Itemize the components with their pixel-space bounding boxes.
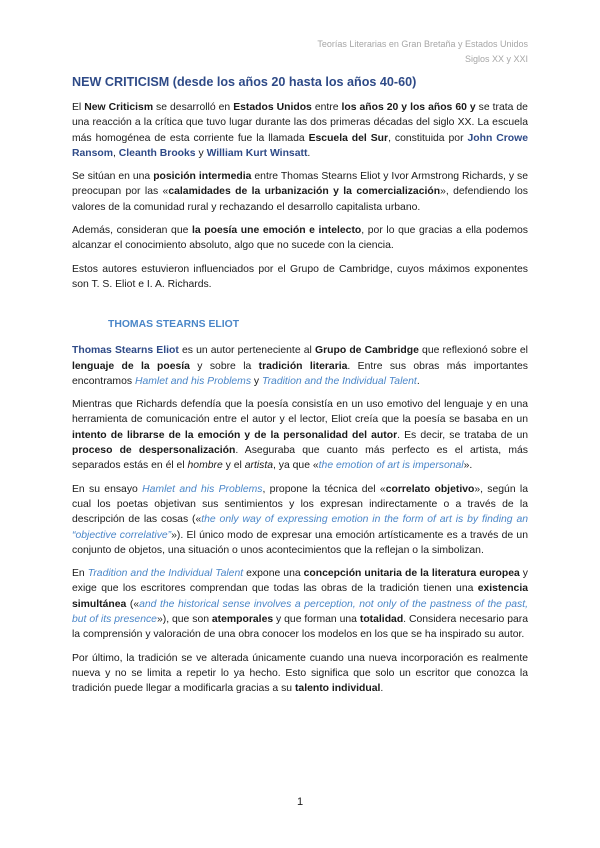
running-header — [317, 37, 528, 67]
work-title: Tradition and the Individual Talent — [87, 568, 244, 580]
eliot-paragraph-4: En Tradition and the Individual Talent expone una concepción unitaria de la literatura europea y exige que los escritores comprendan que todas las obras de la tradición tienen una existencia simultánea («and the historical sense involves a perception, not only of the pastness of the past, but of its presence»), que son atemporales y que forman una totalidad. Considera necesario para la comprensión y valoración de una obra conocer los modelos en los que se ha inspirado su autor. — [72, 568, 528, 641]
header-line-1: Teorías Literarias en Gran Bretaña y Estados Unidos — [317, 39, 528, 49]
intro-paragraph-1: El New Criticism se desarrolló en Estados Unidos entre los años 20 y los años 60 y se trata de una reacción a la crítica que tuvo lugar durante las dos primeras décadas del siglo XX. La escuela más homogénea de esta corriente fue la llamada Escuela del Sur, constituida por John Crowe Ransom, Cleanth Brooks y William Kurt Winsatt. — [72, 102, 528, 159]
eliot-paragraph-5: Por último, la tradición se ve alterada únicamente cuando una nueva incorporación es realmente nueva y no se limita a repetir lo ya hecho. Esto significa que solo un escritor que conozca la tradición puede llegar a modificarla gracias a su talento individual. — [72, 652, 528, 695]
quotation: the emotion of art is impersonal — [318, 460, 464, 472]
page-content — [72, 74, 528, 705]
quotation: the only way of expressing emotion in the form of art is by finding an “objective correlative” — [72, 514, 528, 541]
quotation: and the historical sense involves a perception, not only of the pastness of the past, but of its presence — [72, 598, 528, 626]
eliot-paragraph-3: En su ensayo Hamlet and his Problems, propone la técnica del «correlato objetivo», según la cual los poetas objetivan sus sentimientos y los expresan indirectamente o a través de la descripción de las cosas («the only way of expressing emotion in the form of art is by finding an “objective correlative”»). El único modo de expresar una emoción artísticamente es a través de un conjunto de objetos, una situación o unos acontecimientos que la reflejan o la simbolizan. — [72, 483, 529, 556]
work-title: Tradition and the Individual Talent — [262, 375, 417, 387]
intro-paragraph-3: Además, consideran que la poesía une emoción e intelecto, por lo que gracias a ella podemos alcanzar el conocimiento absoluto, algo que no sucede con la ciencia. — [72, 225, 529, 252]
work-title: Hamlet and his Problems — [142, 483, 263, 495]
header-line-2: Siglos XX y XXI — [464, 54, 528, 64]
author-brooks: Cleanth Brooks — [118, 147, 196, 159]
page-number: 1 — [296, 796, 304, 808]
work-title: Hamlet and his Problems — [134, 375, 252, 387]
author-ransom: John Crowe Ransom — [72, 132, 528, 159]
intro-paragraph-4: Estos autores estuvieron influenciados por el Grupo de Cambridge, cuyos máximos exponentes son T. S. Eliot e I. A. Richards. — [72, 263, 528, 290]
author-winsatt: William Kurt Winsatt — [206, 147, 308, 159]
eliot-paragraph-2: Mientras que Richards defendía que la poesía consistía en un uso emotivo del lenguaje y en una herramienta de comunicación entre el autor y el lector, Eliot creía que la poesía se basaba en un intento de librarse de la emoción y de la personalidad del autor. Es decir, se trataba de un proceso de despersonalización. Aseguraba que cuanto más perfecto es el artista, más separados estás en él el hombre y el artista, ya que «the emotion of art is impersonal». — [72, 399, 528, 472]
section-title: THOMAS STEARNS ELIOT — [108, 319, 240, 331]
author-eliot: Thomas Stearns Eliot — [72, 345, 179, 357]
eliot-paragraph-1: Thomas Stearns Eliot es un autor perteneciente al Grupo de Cambridge que reflexionó sobre el lenguaje de la poesía y sobre la tradición literaria. Entre sus obras más importantes encontramos Hamlet and his Problems y Tradition and the Individual Talent. — [72, 345, 528, 387]
intro-paragraph-2: Se sitúan en una posición intermedia entre Thomas Stearns Eliot y Ivor Armstrong Richards, y se preocupan por las «calamidades de la urbanización y la comercialización», defendiendo los valores de la comunidad rural y rechazando el desarrollo capitalista urbano. — [72, 171, 529, 213]
page-title: NEW CRITICISM (desde los años 20 hasta los años 40-60) — [72, 75, 417, 89]
